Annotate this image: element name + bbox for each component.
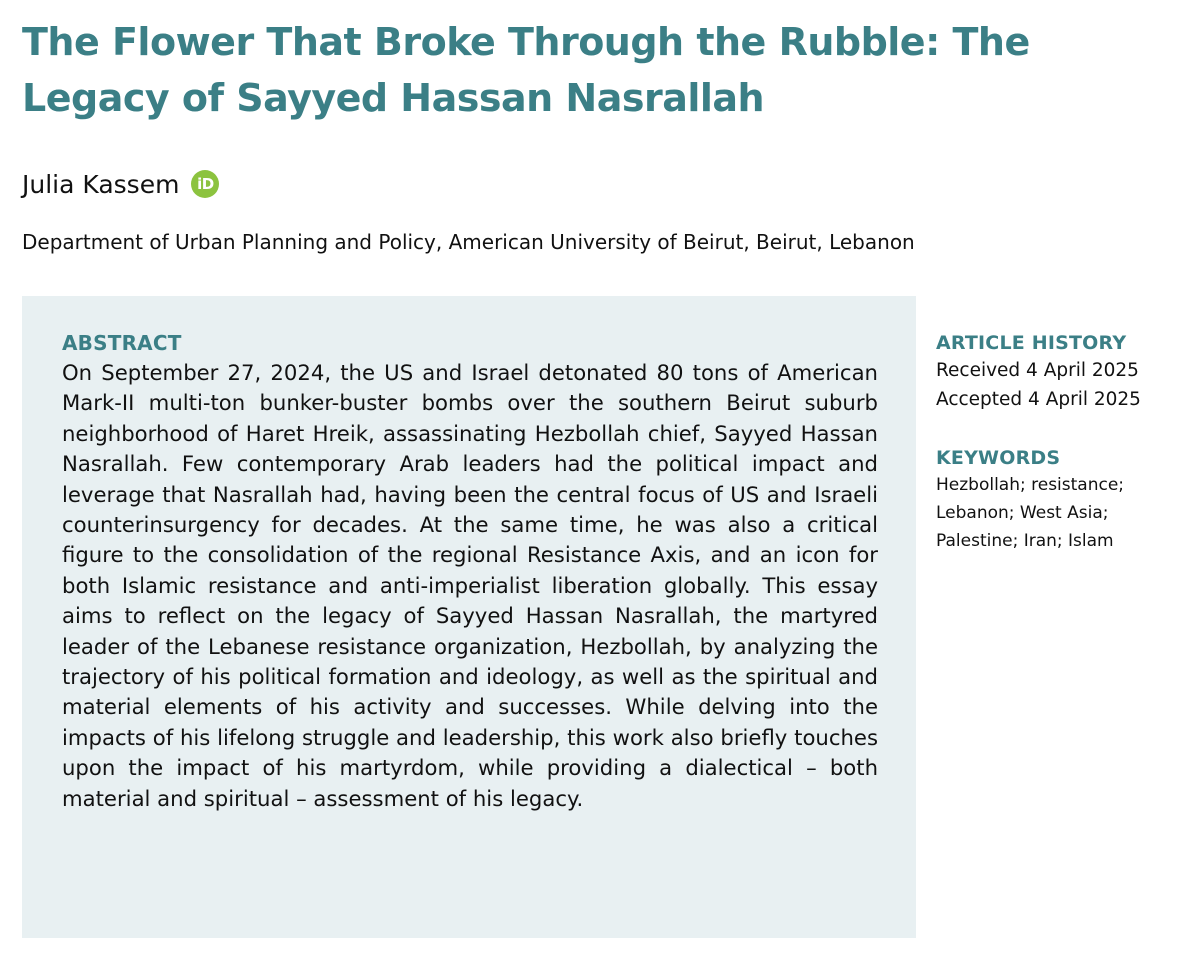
abstract-text: On September 27, 2024, the US and Israel detonated 80 tons of American Mark-II multi-ton bunker-buster bombs over the southern Beirut suburb neighborhood of Haret Hreik, assassinating Hezbollah chief, Sayyed Hassan Nasrallah. Few contemporary Arab leaders had the political impact and leverage that Nasrallah had, having been the central focus of US and Israeli counterinsurgency for decades. At the same time, he was also a critical figure to the consolidation of the regional Resistance Axis, and an icon for both Islamic resistance and anti-imperialist liberation globally. This essay aims to reflect on the legacy of Sayyed Hassan Nasrallah, the martyred leader of the Lebanese resistance organization, Hezbollah, by analyzing the trajectory of his political formation and ideology, as well as the spiritual and material elements of his activity and successes. While delving into the impacts of his lifelong struggle and leadership, this work also briefly touches upon the impact of his martyrdom, while providing a dialectical – both material and spiritual – assessment of his legacy.	[62, 360, 878, 811]
article-sidebar	[936, 330, 1186, 555]
accepted-date: Accepted 4 April 2025	[936, 389, 1141, 410]
abstract-heading: ABSTRACT	[62, 331, 182, 355]
keywords-list: Hezbollah; resistance; Lebanon; West Asia; Palestine; Iran; Islam	[936, 475, 1125, 551]
article-title: The Flower That Broke Through the Rubble: The Legacy of Sayyed Hassan Nasrallah	[22, 20, 1030, 120]
author-row	[22, 162, 219, 206]
received-date: Received 4 April 2025	[936, 360, 1139, 381]
keywords-heading: KEYWORDS	[936, 447, 1061, 469]
author-affiliation: Department of Urban Planning and Policy, American University of Beirut, Beirut, Lebanon	[22, 230, 915, 254]
abstract-box	[22, 296, 916, 938]
article-history-heading: ARTICLE HISTORY	[936, 332, 1127, 354]
orcid-icon[interactable]: iD	[191, 170, 219, 198]
author-name: Julia Kassem	[22, 169, 180, 199]
